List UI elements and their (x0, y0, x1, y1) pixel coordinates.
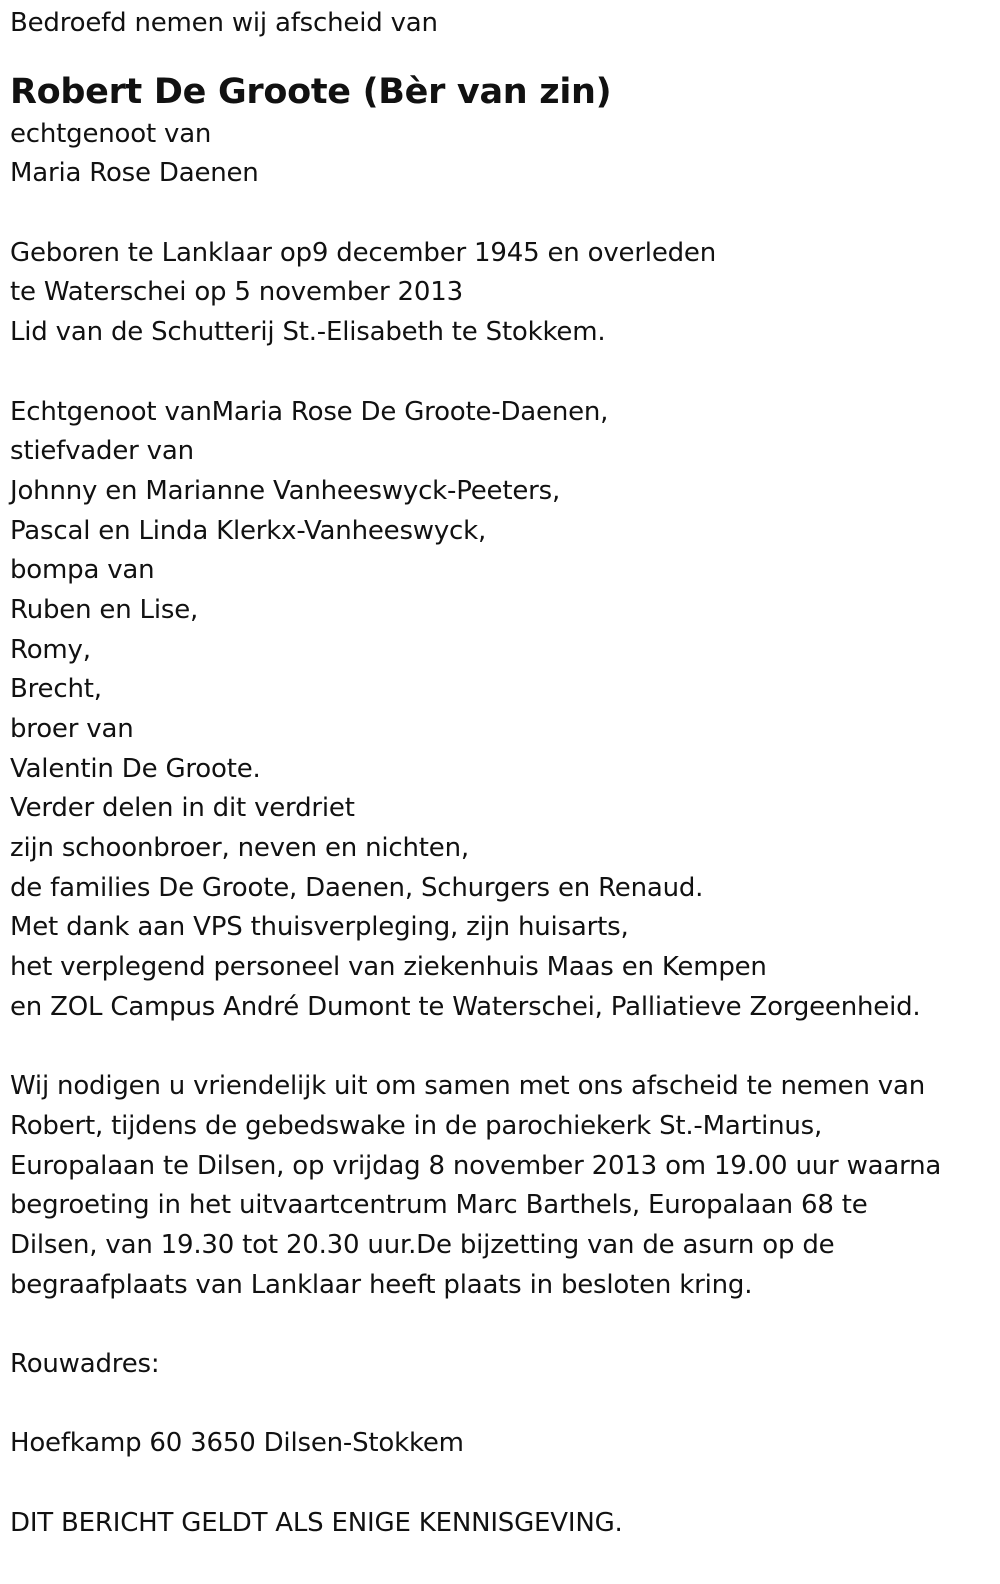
family-line: Romy, (10, 634, 91, 665)
invitation-line: Wij nodigen u vriendelijk uit om samen met ons afscheid te nemen van (10, 1071, 925, 1102)
paragraph-gap (10, 1028, 990, 1068)
family-line: Brecht, (10, 674, 102, 705)
paragraph-gap (10, 1464, 990, 1504)
family-line: broer van (10, 714, 134, 744)
family-line: Met dank aan VPS thuisverpleging, zijn huisarts, (10, 912, 629, 943)
family-line: zijn schoonbroer, neven en nichten, (10, 833, 469, 864)
birth-line-2: te Waterschei op 5 november 2013 (10, 277, 463, 308)
invitation-line: Europalaan te Dilsen, op vrijdag 8 november 2013 om 19.00 uur waarna (10, 1150, 942, 1181)
death-notice (10, 4, 990, 1543)
invitation-line: Robert, tijdens de gebedswake in de parochiekerk St.-Martinus, (10, 1110, 823, 1141)
family-line: Pascal en Linda Klerkx-Vanheeswyck, (10, 515, 487, 546)
family-line: en ZOL Campus André Dumont te Waterschei, Palliatieve Zorgeenheid. (10, 991, 921, 1022)
family-line: de families De Groote, Daenen, Schurgers en Renaud. (10, 872, 704, 903)
paragraph-gap (10, 194, 990, 234)
deceased-name: Robert De Groote (Bèr van zin) (10, 71, 612, 112)
family-line: het verplegend personeel van ziekenhuis Maas en Kempen (10, 952, 767, 983)
spouse-line-1: echtgenoot van (10, 118, 212, 149)
intro-line: Bedroefd nemen wij afscheid van (10, 8, 438, 38)
invitation-line: Dilsen, van 19.30 tot 20.30 uur.De bijzetting van de asurn op de (10, 1229, 835, 1260)
family-line: Johnny en Marianne Vanheeswyck-Peeters, (10, 475, 561, 506)
paragraph-gap (10, 353, 990, 393)
invitation-line: begraafplaats van Lanklaar heeft plaats in besloten kring. (10, 1269, 753, 1300)
family-line: bompa van (10, 555, 155, 586)
birth-line-1: Geboren te Lanklaar op9 december 1945 en overleden (10, 237, 717, 268)
family-line: Valentin De Groote. (10, 753, 261, 784)
family-line: Verder delen in dit verdriet (10, 793, 355, 824)
invitation-line: begroeting in het uitvaartcentrum Marc Barthels, Europalaan 68 te (10, 1190, 868, 1221)
address-value: Hoefkamp 60 3650 Dilsen-Stokkem (10, 1428, 464, 1459)
paragraph-gap (10, 1305, 990, 1345)
paragraph-gap (10, 1385, 990, 1425)
address-label: Rouwadres: (10, 1349, 160, 1379)
family-line: Ruben en Lise, (10, 594, 199, 625)
closing-statement: DIT BERICHT GELDT ALS ENIGE KENNISGEVING. (10, 1507, 623, 1538)
family-line: stiefvader van (10, 436, 194, 467)
birth-line-3: Lid van de Schutterij St.-Elisabeth te Stokkem. (10, 317, 606, 348)
spouse-line-2: Maria Rose Daenen (10, 158, 259, 189)
family-line: Echtgenoot vanMaria Rose De Groote-Daenen, (10, 396, 609, 427)
